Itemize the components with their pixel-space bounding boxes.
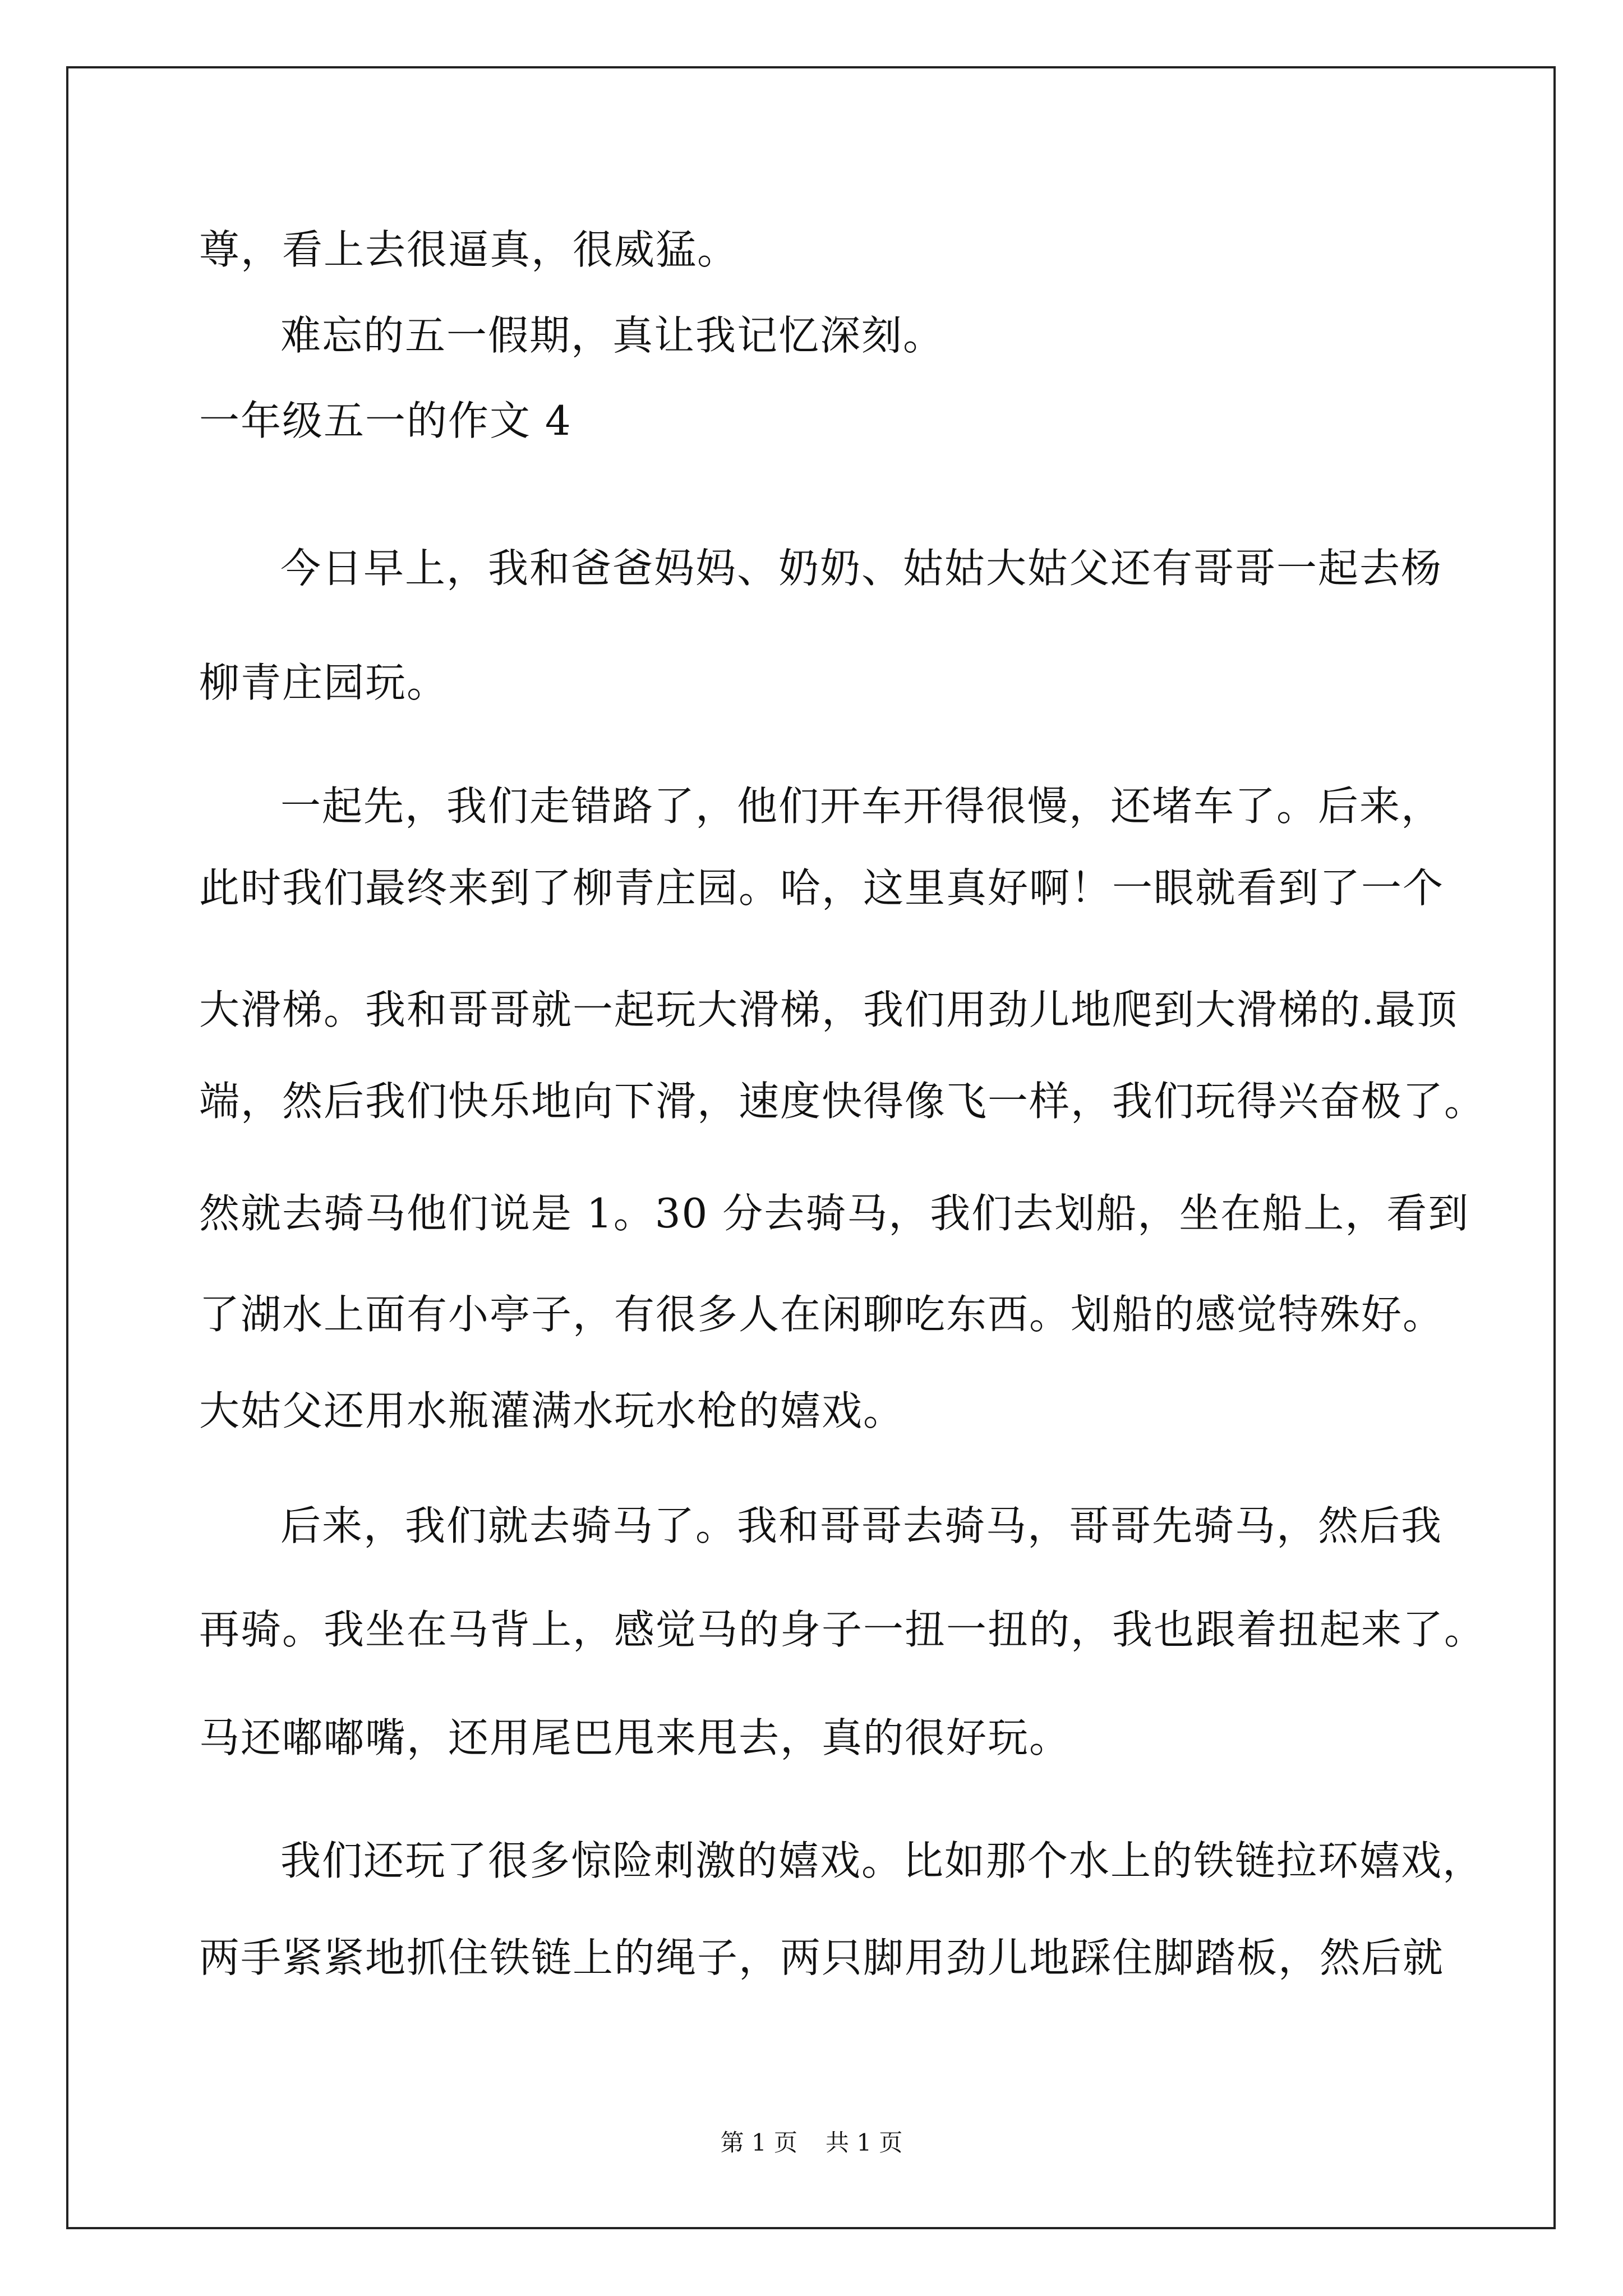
- text-line-4: 今日早上，我和爸爸妈妈、奶奶、姑姑大姑父还有哥哥一起去杨: [280, 545, 1443, 592]
- text-line-12: 大姑父还用水瓶灌满水玩水枪的嬉戏。: [199, 1387, 905, 1434]
- text-line-1: 尊，看上去很逼真，很威猛。: [199, 226, 739, 273]
- page-footer: [0, 2126, 1623, 2160]
- text-line-16: 我们还玩了很多惊险刺激的嬉戏。比如那个水上的铁链拉环嬉戏，: [280, 1837, 1484, 1884]
- page-total: 共 1 页: [826, 2129, 903, 2156]
- text-line-8: 大滑梯。我和哥哥就一起玩大滑梯，我们用劲儿地爬到大滑梯的.最顶: [199, 986, 1458, 1033]
- text-line-2: 难忘的五一假期，真让我记忆深刻。: [280, 312, 945, 359]
- text-line-14: 再骑。我坐在马背上，感觉马的身子一扭一扭的，我也跟着扭起来了。: [199, 1606, 1486, 1653]
- page-number: 第 1 页: [720, 2129, 797, 2156]
- text-line-9: 端，然后我们快乐地向下滑，速度快得像飞一样，我们玩得兴奋极了。: [199, 1078, 1486, 1125]
- text-line-13: 后来，我们就去骑马了。我和哥哥去骑马，哥哥先骑马，然后我: [280, 1502, 1443, 1549]
- text-line-15: 马还嘟嘟嘴，还用尾巴甩来甩去，真的很好玩。: [199, 1714, 1071, 1761]
- page-border: [66, 66, 1556, 2229]
- text-line-10: 然就去骑马他们说是 1。30 分去骑马，我们去划船，坐在船上，看到: [199, 1190, 1470, 1237]
- text-line-6: 一起先，我们走错路了，他们开车开得很慢，还堵车了。后来，: [280, 783, 1443, 830]
- text-line-11: 了湖水上面有小亭子，有很多人在闲聊吃东西。划船的感觉特殊好。: [199, 1291, 1445, 1338]
- text-line-17: 两手紧紧地抓住铁链上的绳子，两只脚用劲儿地踩住脚踏板，然后就: [199, 1934, 1445, 1981]
- text-line-5: 柳青庄园玩。: [199, 659, 449, 706]
- section-heading: 一年级五一的作文 4: [199, 397, 572, 444]
- text-line-7: 此时我们最终来到了柳青庄园。哈，这里真好啊！一眼就看到了一个: [199, 864, 1445, 912]
